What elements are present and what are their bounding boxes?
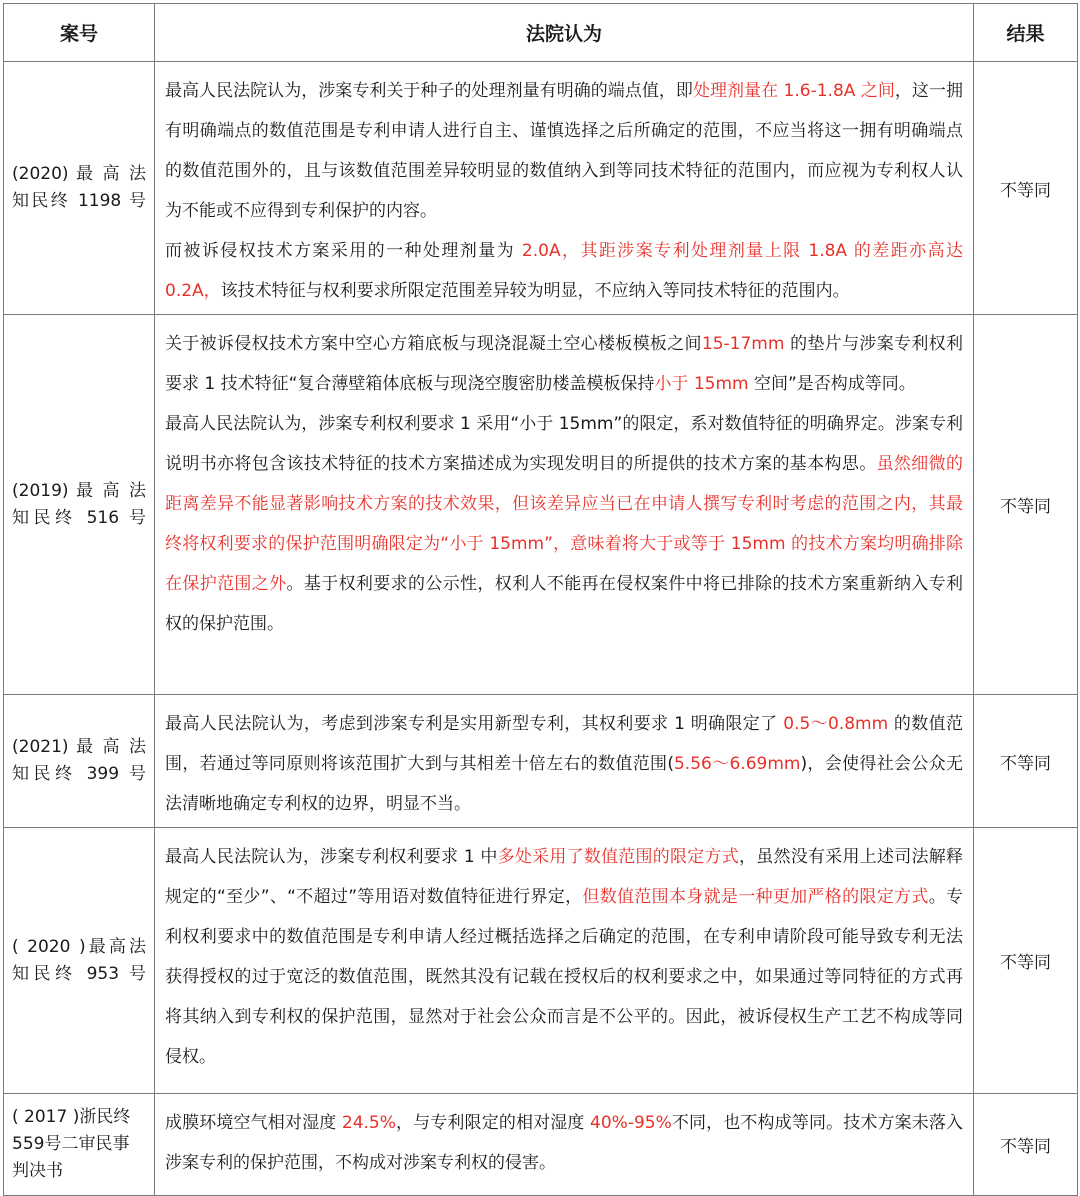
opinion-paragraph [165,704,963,824]
result-cell: 不等同 [974,62,1078,315]
highlighted-text: 多处采用了数值范围的限定方式 [497,847,740,867]
case-number-line: 知民终 399 号 [12,764,146,784]
opinion-paragraph [165,231,963,311]
highlighted-text: 虽然细微的距离差异不能显著影响技术方案的技术效果，但该差异应当已在申请人撰写专利时考虑的范围之内，其最终将权利要求的保护范围明确限定为“小于 15mm”，意味着将大于或等于 15mm 的技术方案均明确排除在保护范围之外 [165,454,964,594]
opinion-text: 关于被诉侵权技术方案中空心方箱底板与现浇混凝土空心楼板模板之间 [165,334,702,354]
opinion-text: ，与专利限定的相对湿度 [395,1113,591,1133]
opinion-text: ，这一拥有明确端点的数值范围是专利申请人进行自主、谨慎选择之后所确定的范围，不应当将这一拥有明确端点的数值范围外的，且与该数值范围差异较明显的数值纳入到等同技术特征的范围内，而应视为专利权人认为不能或不应得到专利保护的内容。 [165,81,963,221]
highlighted-text: 处理剂量在 1.6-1.8A 之间 [692,81,895,101]
case-number-line: 知民终 953 号 [12,963,146,984]
highlighted-text: 0.5～0.8mm [783,714,889,734]
case-number-line: (2020) 最 高 法 [12,164,146,184]
result-cell: 不等同 [974,828,1078,1094]
opinion-text: 不同，也不构成等同。技术方案未落入涉案专利的保护范围，不构成对涉案专利权的侵害。 [165,1113,964,1173]
court-opinion-cell [155,828,974,1094]
opinion-text: 。专利权利要求中的数值范围是专利申请人经过概括选择之后确定的范围，在专利申请阶段可能导致专利无法获得授权的过于宽泛的数值范围，既然其没有记载在授权后的权利要求之中，如果通过等同特征的方式再将其纳入到专利权的保护范围，显然对于社会公众而言是不公平的。因此，被诉侵权生产工艺不构成等同侵权。 [165,887,964,1067]
opinion-text: 最高人民法院认为，涉案专利权利要求 1 采用“小于 15mm”的限定，系对数值特征的明确界定。涉案专利说明书亦将包含该技术特征的技术方案描述成为实现发明目的所提供的技术方案的基本构思。 [165,414,963,474]
opinion-text: 。基于权利要求的公示性，权利人不能再在侵权案件中将已排除的技术方案重新纳入专利权的保护范围。 [165,574,964,634]
case-number-cell [4,828,155,1094]
header-opinion: 法院认为 [155,4,974,62]
opinion-paragraph [165,1103,963,1183]
case-number-line: (2019) 最 高 法 [12,480,146,501]
opinion-text: 而被诉侵权技术方案采用的一种处理剂量为 [165,241,522,261]
highlighted-text: 但数值范围本身就是一种更加严格的限定方式 [582,887,929,907]
opinion-paragraph [165,837,963,1077]
highlighted-text: 40%-95% [590,1113,672,1133]
case-number-line: ( 2017 )浙民终 [12,1107,131,1127]
result-cell: 不等同 [974,695,1078,828]
highlighted-text: 小于 15mm [654,374,749,394]
opinion-text: 空间”是否构成等同。 [748,374,916,394]
opinion-text: 最高人民法院认为，涉案专利权利要求 1 中 [165,847,498,867]
case-number-line: 判决书 [12,1161,63,1181]
case-number-line: (2021) 最 高 法 [12,737,146,757]
opinion-text: 的数值范围，若通过等同原则将该范围扩大到与其相差十倍左右的数值范围( [165,714,963,774]
result-cell: 不等同 [974,315,1078,695]
case-number-cell [4,695,155,828]
case-number-line: 知民终 1198 号 [12,191,146,211]
case-number-cell [4,315,155,695]
case-number-line: 559号二审民事 [12,1134,130,1154]
table-header-row [4,4,1078,62]
opinion-text: 最高人民法院认为，考虑到涉案专利是实用新型专利，其权利要求 1 明确限定了 [165,714,784,734]
result-cell: 不等同 [974,1094,1078,1196]
highlighted-text: 15-17mm [701,334,785,354]
court-opinion-cell [155,315,974,695]
highlighted-text: 24.5% [341,1113,396,1133]
table-row [4,62,1078,315]
header-result: 结果 [974,4,1078,62]
court-opinion-cell [155,62,974,315]
highlighted-text: 2.0A，其距涉案专利处理剂量上限 1.8A 的差距亦高达 0.2A， [165,241,963,301]
case-number-cell [4,1094,155,1196]
opinion-text: 成膜环境空气相对湿度 [165,1113,342,1133]
opinion-paragraph [165,71,963,231]
table-row [4,1094,1078,1196]
table-row [4,695,1078,828]
opinion-paragraph [165,324,963,404]
case-number-cell [4,62,155,315]
case-number-line: ( 2020 )最高法 [12,936,146,957]
case-number-line: 知民终 516 号 [12,507,146,528]
table-row [4,315,1078,695]
highlighted-text: 5.56～6.69mm [673,754,801,774]
table-row [4,828,1078,1094]
opinion-paragraph [165,404,963,644]
header-case-no: 案号 [4,4,155,62]
opinion-text: ，虽然没有采用上述司法解释规定的“至少”、“不超过”等用语对数值特征进行界定， [165,847,964,907]
opinion-text: 该技术特征与权利要求所限定范围差异较为明显，不应纳入等同技术特征的范围内。 [220,281,850,301]
opinion-text: 的垫片与涉案专利权利要求 1 技术特征“复合薄壁箱体底板与现浇空腹密肋楼盖模板保持 [165,334,963,394]
case-comparison-table [3,3,1078,1196]
court-opinion-cell [155,1094,974,1196]
opinion-text: )，会使得社会公众无法清晰地确定专利权的边界，明显不当。 [165,754,963,814]
court-opinion-cell [155,695,974,828]
opinion-text: 最高人民法院认为，涉案专利关于种子的处理剂量有明确的端点值，即 [165,81,693,101]
